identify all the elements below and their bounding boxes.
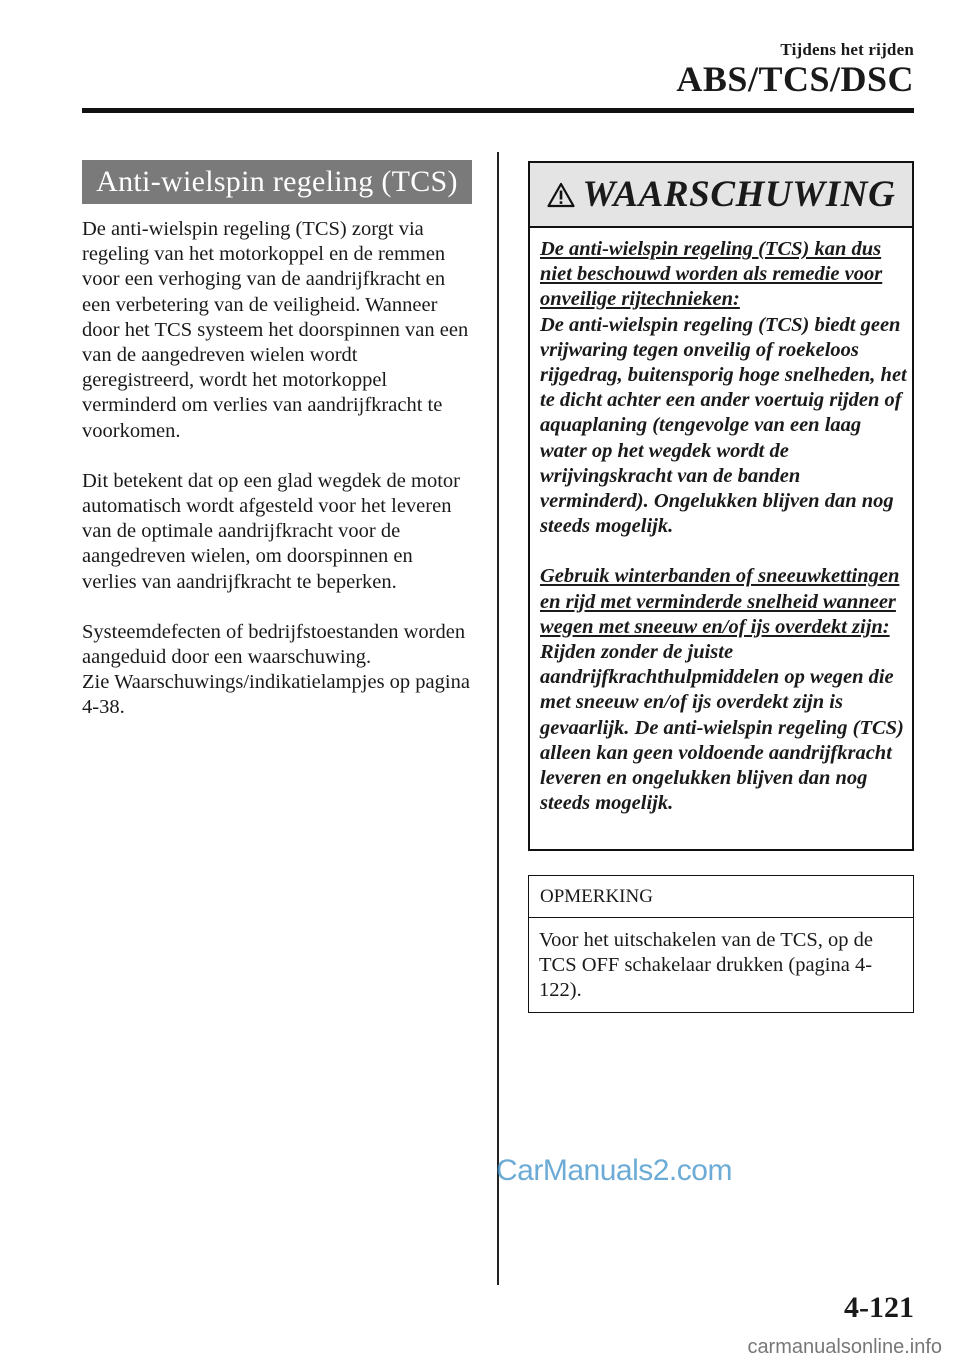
page-number: 4-121: [844, 1291, 914, 1324]
warning-box: [528, 161, 914, 851]
paragraph-slippery-road: Dit betekent dat op een glad wegdek de motor automatisch wordt afgesteld voor het leveren van de optimale aandrijfkracht voor de aangedreven wielen, om doorspinnen en verlies van aandrijfkracht te beperken.: [82, 469, 460, 593]
footer-url: carmanualsonline.info: [747, 1336, 942, 1358]
watermark-logo: CarManuals2.com: [496, 1154, 732, 1187]
warning-header: [530, 163, 912, 228]
paragraph-intro: De anti-wielspin regeling (TCS) zorgt via regeling van het motorkoppel en de remmen voor een verhoging van de aandrijfkracht en een verbetering van de veiligheid. Wanneer door het TCS systeem het doorspinnen van een van de aangedreven wielen wordt geregistreerd, wordt het motorkoppel verminderd om verlies van aandrijfkracht te voorkomen.: [82, 218, 469, 442]
warning-body: [530, 228, 912, 816]
warning-title: WAARSCHUWING: [582, 174, 896, 215]
warning-text-1: De anti-wielspin regeling (TCS) biedt geen vrijwaring tegen onveilig of roekeloos rijgedrag, buitensporig hoge snelheden, het te dicht achter een ander voertuig rijden of aquaplaning (tengevolge van een laag water op het wegdek wordt de wrijvingskracht van de banden verminderd). Ongelukken blijven dan nog steeds mogelijk.: [540, 313, 907, 538]
chapter-header: Tijdens het rijden: [780, 40, 914, 59]
warning-heading-2: Gebruik winterbanden of sneeuwkettingen en rijd met verminderde snelheid wanneer wegen met sneeuw en/of ijs overdekt zijn:: [540, 565, 900, 638]
paragraph-system-defects: Systeemdefecten of bedrijfstoestanden worden aangeduid door een waarschuwing.: [82, 620, 466, 669]
note-title: OPMERKING: [529, 876, 913, 918]
paragraph-reference: Zie Waarschuwings/indikatielampjes op pagina 4-38.: [82, 671, 470, 719]
header-rule: [82, 108, 914, 113]
note-text: Voor het uitschakelen van de TCS, op de TCS OFF schakelaar drukken (pagina 4-122).: [539, 929, 874, 1002]
warning-text-2: Rijden zonder de juiste aandrijfkrachthulpmiddelen op wegen die met sneeuw en/of ijs overdekt zijn is gevaarlijk. De anti-wielspin regeling (TCS) alleen kan geen voldoende aandrijfkracht leveren en ongelukken blijven dan nog steeds mogelijk.: [540, 641, 904, 815]
left-column: [82, 160, 472, 721]
warning-heading-1: De anti-wielspin regeling (TCS) kan dus niet beschouwd worden als remedie voor onveilige rijtechnieken:: [540, 238, 883, 311]
warning-triangle-icon: [547, 182, 575, 208]
section-header: ABS/TCS/DSC: [676, 59, 914, 99]
section-title: Anti-wielspin regeling (TCS): [82, 160, 472, 204]
note-box: [528, 875, 914, 1013]
column-divider: [497, 152, 499, 1285]
